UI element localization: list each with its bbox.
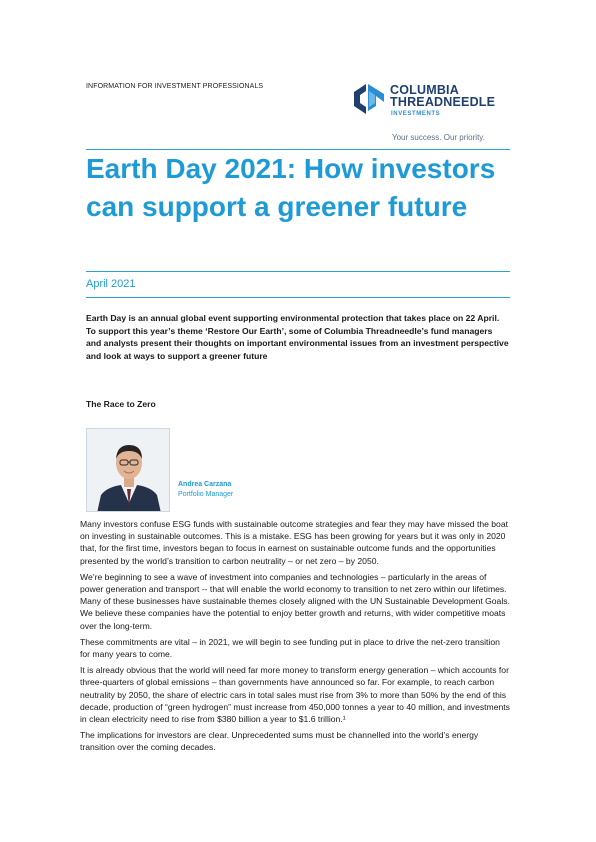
logo-line-2: THREADNEEDLE	[390, 95, 496, 109]
logo-tagline: Your success. Our priority.	[392, 133, 485, 142]
author-name: Andrea Carzana	[178, 481, 232, 488]
logo-line-1: COLUMBIA	[390, 83, 459, 97]
columbia-threadneedle-chevron-logo-icon	[352, 82, 386, 116]
publication-date: April 2021	[86, 278, 136, 290]
lead-paragraph: Earth Day is an annual global event supporting environmental protection that takes place on 22 April. To support this year’s theme ‘Restore Our Earth’, some of Columbia Threadneedle’s fund managers and analysts present their thoughts on important environmental issues from an investment perspective and look at ways to support a greener future	[86, 313, 509, 361]
body-paragraph-1: Many investors confuse ESG funds with sustainable outcome strategies and fear they may have missed the boat on investing in sustainable outcomes. This is a mistake. ESG has been growing for years but it was only in 2020 that, for the first time, investors began to focus in earnest on sustainable outcome funds and the opportunities presented by the world’s transition to carbon neutrality – or net zero – by 2050.	[80, 519, 509, 566]
page-title: Earth Day 2021: How investors can support a greener future	[86, 153, 496, 222]
body-paragraph-3: These commitments are vital – in 2021, we will begin to see funding put in place to drive the net-zero transition for many years to come.	[80, 636, 500, 660]
body-paragraph-4: It is already obvious that the world will need far more money to transform energy generation – which accounts for three-quarters of global emissions – than governments have announced so far. For example, to reach carbon neutrality by 2050, the share of electric cars in total sales must rise from 3% to more than 50% by the end of this decade, production of “green hydrogen” must increase from 450,000 tonnes a year to 40 million, and investments in clean electricity need to rise from $380 billion a year to $1.6 trillion.¹	[80, 665, 510, 725]
author-photo	[86, 428, 170, 512]
title-bottom-rule	[86, 271, 510, 272]
date-rule	[86, 297, 510, 298]
section-heading: The Race to Zero	[86, 399, 156, 409]
body-paragraph-5: The implications for investors are clear. Unprecedented sums must be channelled into the world’s energy transition over the coming decades.	[80, 730, 479, 753]
article-body	[80, 518, 512, 758]
body-paragraph-2: We’re beginning to see a wave of investment into companies and technologies – particularly in the areas of power generation and transport -- that will enable the world economy to transition to net zero within our lifetimes. Many of these businesses have sustainable themes closely aligned with the UN Sustainable Development Goals. We believe these companies have the potential to enjoy better growth and returns, with wider competitive moats over the long-term.	[80, 571, 510, 631]
portrait-icon	[87, 429, 170, 512]
company-logo	[352, 76, 522, 146]
author-role: Portfolio Manager	[178, 491, 234, 498]
kicker-text: INFORMATION FOR INVESTMENT PROFESSIONALS	[86, 83, 264, 90]
logo-line-3: INVESTMENTS	[391, 111, 441, 117]
